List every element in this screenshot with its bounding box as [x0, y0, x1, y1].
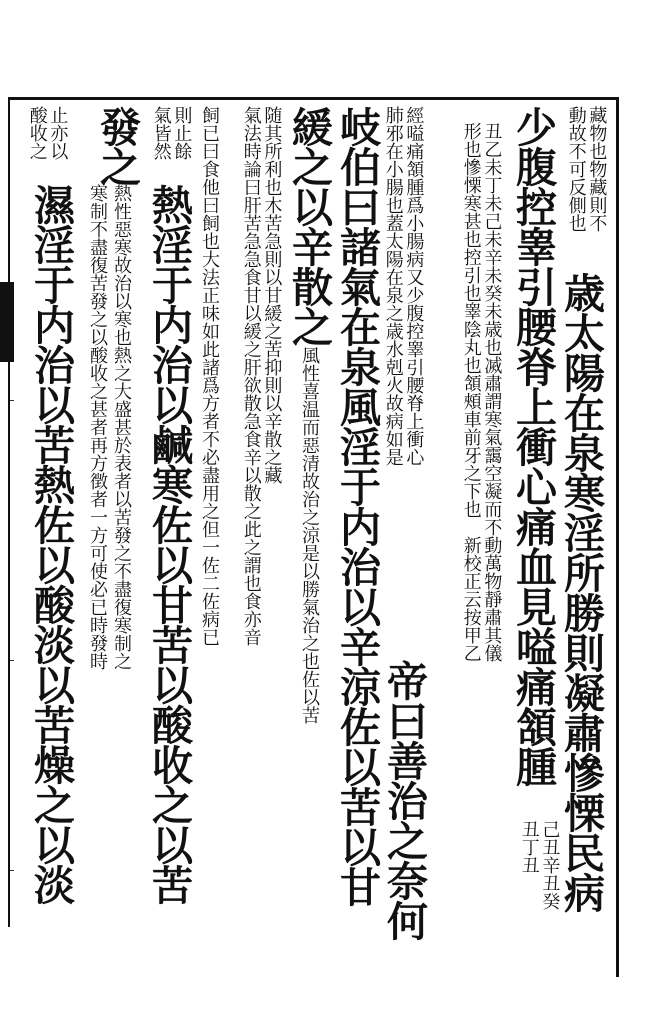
annotation-line: 随其所利也木苦急則以甘緩之苦抑則以辛散之藏 [261, 106, 283, 484]
annotation-line: 氣皆然 [150, 106, 172, 160]
margin-mark [10, 400, 14, 401]
annotation-column-13 [26, 106, 67, 160]
main-text-column-11: 發之 [93, 106, 141, 186]
annotation-column-3 [518, 820, 559, 910]
main-text-column-2: 歳太陽在泉寒淫所勝則凝肅慘慄民病 [557, 272, 605, 912]
main-text-column-10: 熱淫于内治以鹹寒佐以甘苦以酸收之以苦 [145, 184, 193, 904]
annotation-line: 止亦以 [47, 106, 69, 160]
main-text-column-6: 岐伯曰諸氣在泉風淫于内治以辛涼佐以苦以甘 [333, 106, 381, 906]
annotation-line: 氣法時論曰肝苦急急食甘以緩之肝欲散急食辛以散之此之謂也食亦音 [240, 106, 262, 646]
annotation-line: 酸收之 [26, 106, 48, 160]
annotation-line: 己丑辛丑癸 [539, 820, 561, 910]
annotation-column-11: 熱性惡寒故治以寒也熱之大盛甚於表者以苦發之不盡復寒制之 [111, 184, 132, 670]
annotation-column-12: 寒制不盡復苦發之以酸收之甚者再方徴者一方可使必已時發時 [87, 184, 108, 670]
left-border-rule [8, 97, 10, 927]
annotation-line: 動故不可反側也 [565, 106, 587, 232]
margin-mark [10, 660, 14, 661]
annotation-column-4 [460, 122, 501, 662]
annotation-line: 肺邪在小腸也蓋太陽在泉之歳水剋火故病如是 [382, 106, 404, 466]
annotation-line: 經嗌痛頷腫爲小腸病又少腹控睾引腰脊上衝心 [403, 106, 425, 466]
annotation-line: 形也慘慄寒甚也控引也睾陰丸也頷頰車前牙之下也 新校正云按甲乙 [460, 122, 482, 662]
right-border-rule [616, 97, 619, 977]
annotation-column-8 [240, 106, 281, 646]
annotation-column-7: 風性喜温而惡清故治之涼是以勝氣治之也佐以苦 [299, 346, 320, 724]
main-text-column-13: 濕淫于内治以苦熱佐以酸淡以苦燥之以淡 [27, 184, 75, 904]
annotation-column-9: 飼已曰食他曰飼也大法正味如此諸爲方者不必盡用之但一佐二佐病已 [199, 106, 220, 646]
main-text-column-3: 少腹控睾引腰脊上衝心痛血見嗌痛頷腫 [509, 106, 557, 786]
annotation-line: 丑丁丑 [518, 820, 540, 874]
main-text-column-7: 緩之以辛散之 [285, 106, 333, 346]
page-edge-tab [0, 282, 14, 362]
main-text-column-5: 帝曰善治之奈何 [380, 660, 428, 940]
annotation-line: 藏物也物藏則不 [586, 106, 608, 232]
annotation-column-10 [150, 106, 191, 160]
top-border-rule [8, 97, 618, 100]
annotation-column-5 [382, 106, 423, 466]
margin-mark [10, 870, 14, 871]
annotation-line: 丑乙未丁未己未辛未癸未歳也㓕肅謂寒氣靄空凝而不動萬物靜肅其儀 [481, 122, 503, 662]
annotation-line: 則止餘 [171, 106, 193, 160]
annotation-column-1 [565, 106, 606, 232]
